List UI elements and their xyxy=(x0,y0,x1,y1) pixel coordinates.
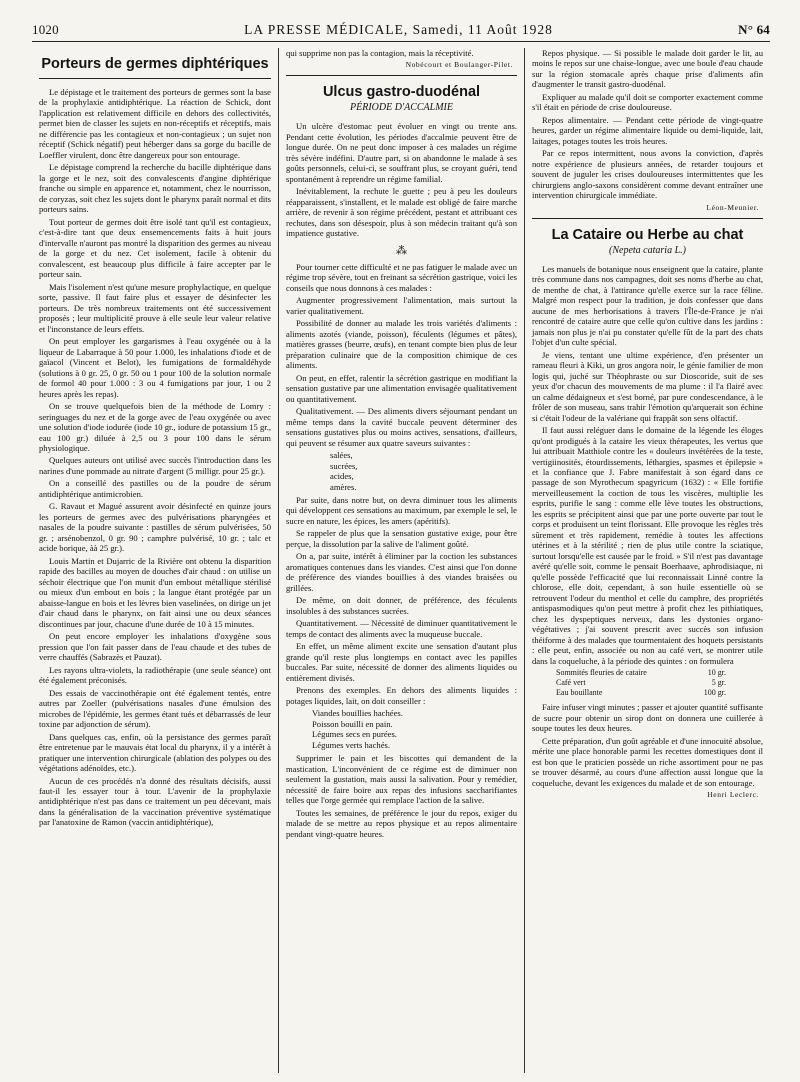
paragraph: Quelques auteurs ont utilisé avec succès l'introduction dans les narines d'une pommade au nitrate d'argent (5 milligr. pour 25 gr.). xyxy=(39,455,271,476)
paragraph: Inévitablement, la rechute le guette ; peu à peu les douleurs réapparaissent, s'installent, et le malade est obligé de faire marche arrière, de revenir à son régime précédent, pestant et attribuant ces rechutes, dans son désespoir, plus à son médecin traitant qu'à son impatience gustative. xyxy=(286,186,517,239)
list-item: Viandes bouillies hachées. xyxy=(312,708,403,719)
title-divider xyxy=(39,78,271,79)
list-item: amères. xyxy=(330,481,357,492)
recipe-qty: 5 gr. xyxy=(711,678,726,688)
author-signature: Nobécourt et Boulanger-Pilet. xyxy=(405,60,513,70)
paragraph: Se rappeler de plus que la sensation gustative exige, pour être perçue, la dissolution par la salive de l'aliment goûté. xyxy=(286,528,517,549)
article-divider xyxy=(532,218,763,219)
paragraph: Les manuels de botanique nous enseignent que la cataire, plante très commune dans nos campagnes, doit ses noms d'herbe au chat, de menthe de chat, à l'attirance qu'elle exerce sur la race féline. Malgré mon respect pour la tradition, je dois confesser que dans aucune de mes herborisations à travers l'Île-de-France je n'ai rencontré de cataire autre que celle qu'on cultive dans les jardins : jamais non plus je n'ai pu constater qu'elle fût de la part des chats l'objet d'un culte spécial. xyxy=(532,263,763,348)
paragraph: Possibilité de donner au malade les trois variétés d'aliments : aliments azotés (viande, poisson), féculents (légumes et pâtes), matières grasses (beurre, œufs), en tenant compte bien plus de leur préparation culinaire que de la composition chimique de ces aliments. xyxy=(286,318,517,371)
article-title-diphteria: Porteurs de germes diphtériques xyxy=(41,56,269,72)
food-list xyxy=(312,708,517,750)
column-3 xyxy=(524,48,770,1073)
paragraph: Repos alimentaire. — Pendant cette période de vingt-quatre heures, garder un régime alimentaire liquide ou demi-liquide, lait, laitages, potages toutes les trois heures. xyxy=(532,114,763,146)
paragraph: Expliquer au malade qu'il doit se comporter exactement comme s'il était en période de crise douloureuse. xyxy=(532,91,763,113)
paragraph: En effet, un même aliment excite une sensation d'autant plus grande qu'il reste plus longtemps en contact avec les papilles buccales. Par suite, nécessité de donner des aliments liquides ou entièrement divisés. xyxy=(286,641,517,683)
paragraph: Augmenter progressivement l'alimentation, mais surtout la varier qualitativement. xyxy=(286,295,517,316)
list-item: acides, xyxy=(330,471,354,482)
article-divider xyxy=(286,75,517,76)
recipe-row xyxy=(556,688,726,698)
author-signature: Henri Leclerc. xyxy=(707,790,759,800)
recipe-item: Café vert xyxy=(556,678,586,688)
paragraph: Prenons des exemples. En dehors des aliments liquides : potages liquides, lait, on doit conseiller : xyxy=(286,685,517,706)
article-subtitle: PÉRIODE D'ACCALMIE xyxy=(350,102,453,114)
article-title-ulcus: Ulcus gastro-duodénal xyxy=(322,84,481,101)
column-2 xyxy=(278,48,524,1073)
paragraph: Dans quelques cas, enfin, où la persistance des germes paraît être entretenue par le mauvais état local du pharynx, il y a intérêt à pratiquer une intervention chirurgicale (ablation des polypes ou des végétations adénoïdes, etc.). xyxy=(39,731,271,774)
paragraph: Faire infuser vingt minutes ; passer et ajouter quantité suffisante de sucre pour obtenir un sirop dont on donnera une cuillerée à soupe toutes les deux heures. xyxy=(532,702,763,734)
flavor-list xyxy=(330,450,517,492)
paragraph: On peut, en effet, ralentir la sécrétion gastrique en modifiant la sensation gustative par une alimentation envisagée qualitativement ou quantitativement. xyxy=(286,372,517,404)
recipe-table xyxy=(556,668,763,698)
paragraph: Des essais de vaccinothérapie ont été également tentés, entre autres par Zoeller (pulvérisations nasales d'une émulsion des microbes de l'épidémie, les germes étant tués et débarrassés de leur toxine par adjonction de sérum). xyxy=(39,687,271,730)
paragraph: Il faut aussi reléguer dans le domaine de la légende les éloges qu'ont prodigués à la cataire les vieux thérapeutes, les vertus que lui attribuait Matthiole contre les « douleurs invétérées de la teste, vertigiinosités, étourdissements, léthargies, spasmes et épilepsie » et la confiance que J. Fabre manifestait à son égard dans ce passage de son Myrothecum spagyricum (1632) : « Elle fortifie merveilleusement la coction de tous les viscères, multiplie les esprits, purifie le sang : comme elle lève toutes les obstructions, les esprits se précipitent ainsi que par une porte ouverte par tout le corps et produisent un teint florissant. Elle provoque les règles très sûrement et très rapidement, remédie à toutes les affections utérines et à la stérilité ; rien de plus utile contre la sciatique, surtout lorsqu'elle est causée par le froid. » S'il n'est pas davantage avéré qu'elle soit, comme le pensait Boerhaave, aphrodisiaque, ni qu'elle possède l'efficacité que lui reconnaissait Linné contre la chlorose, elle doit, cependant, à son huile essentielle où se retrouvent l'odeur du menthol et celle du camphre, des propriétés antispasmodiques qu'on peut mettre à profit chez les pithiatiques, chez les dyspeptiques nerveux, dans les dystonies organo-végétatives ; j'ai souvent prescrit avec succès son infusion théiforme à des malades que tourmentaient des hoquets persistants : elle peut, enfin, associée ou non au café vert, se montrer utile dans la coqueluche, à la période des quintes : on formulera xyxy=(532,425,763,666)
list-item: Légumes verts hachés. xyxy=(312,739,391,750)
paragraph: Cette préparation, d'un goût agréable et d'une innocuité absolue, mérite une place honorable parmi les recettes domestiques dont il est bon que le praticien possède un riche assortiment pour ne pas se trouver désarmé, au cours d'une affection aussi longue que la coqueluche, devant les exigences du malade et de son entourage. xyxy=(532,735,763,788)
page-number: 1020 xyxy=(32,22,59,37)
paragraph: Le dépistage et le traitement des porteurs de germes sont la base de la prophylaxie antidiphtérique. La réaction de Schick, dont l'application est relativement difficile en dehors des collectivités, permet bien de classer les sujets en non-réceptifs et réceptifs, mais ne différencie pas les contagieux et non-contagieux ; un sujet non réceptif (Schick négatif) peut héberger dans sa gorge du bacille de Loeffler virulent, donc être dangereux pour son entourage. xyxy=(39,87,271,160)
article-title-cataire: La Cataire ou Herbe au chat xyxy=(551,226,744,243)
paragraph: Qualitativement. — Des aliments divers séjournant pendant un même temps dans la cavité buccale peuvent déterminer des sensations gustatives plus ou moins actives, sensations, d'ailleurs, qui peuvent se résumer aux quatre saveurs suivantes : xyxy=(286,406,517,448)
paragraph: On a, par suite, intérêt à éliminer par la coction les substances aromatiques contenues dans les viandes. C'est ainsi que l'on donne de préférence des viandes bouillies à des viandes braisées ou grillées. xyxy=(286,551,517,593)
paragraph: On peut encore employer les inhalations d'oxygène sous pression que l'on fait passer dans de l'eau chaude et des tubes de verre chauffés (Sabrazès et Pauzat). xyxy=(39,631,271,663)
list-item: Poisson bouilli en pain. xyxy=(312,718,393,729)
paragraph: Je viens, tentant une ultime expérience, d'en présenter un rameau fleuri à Kiki, un gros angora noir, le génie familier de mon logis qui, juché sur Théophraste ou sur Dioscoride, suit de ses yeux d'or chacun des mouvements de ma plume : il l'a flairé avec un calme dédaigneux et s'est borné, par pure condescendance, à le frôler de son museau, sans trahir l'émotion qu'arquerait son échine si c'était l'odeur de la valériane qui frappât son sens olfactif. xyxy=(532,349,763,423)
recipe-item: Eau bouillante xyxy=(556,688,603,698)
asterism: ⁂ xyxy=(396,244,407,257)
paragraph: On a conseillé des pastilles ou de la poudre de sérum antidiphtérique antimicrobien. xyxy=(39,478,271,499)
column-1 xyxy=(32,48,278,1073)
paragraph: On se trouve quelquefois bien de la méthode de Lomry : seringuages du nez et de la gorge avec de l'eau oxygénée ou avec une solution d'iode iodurée (iode 10 gr., iodure de potassium 15 gr., eau 100 gr.) diluée à 2,5 ou 3 pour 100 dans le sérum physiologique. xyxy=(39,401,271,453)
paragraph: De même, on doit donner, de préférence, des féculents insolubles à des substances sucrées. xyxy=(286,595,517,616)
paragraph: Aucun de ces procédés n'a donné des résultats décisifs, aussi faut-il les essayer tour à tour. L'avenir de la prophylaxie antidiphtérique n'est pas dans ce traitement un peu décevant, mais dans la généralisation de la vaccination préventive systématique par l'anatoxine de Ramon (vaccin antidiphtérique), xyxy=(39,775,271,828)
paragraph-continued: qui supprime non pas la contagion, mais la réceptivité. xyxy=(286,48,474,58)
author-signature: Léon-Meunier. xyxy=(706,202,759,212)
issue-number: N° 64 xyxy=(738,22,770,37)
list-item: salées, xyxy=(330,450,353,461)
paragraph: Mais l'isolement n'est qu'une mesure prophylactique, en quelque sorte, passive. Il faut faire plus et essayer de désinfecter les porteurs. De très nombreux traitements ont été successivement proposés ; leur multiplicité prouve à elle seule leur valeur relative et l'inconstance de leurs effets. xyxy=(39,281,271,334)
paragraph: Les rayons ultra-violets, la radiothérapie (une seule séance) ont été également préconisés. xyxy=(39,664,271,686)
recipe-item: Sommités fleuries de cataire xyxy=(556,668,647,678)
article-subtitle: (Nepeta cataria L.) xyxy=(609,244,686,256)
recipe-qty: 10 gr. xyxy=(707,668,726,678)
paragraph: Par suite, dans notre but, on devra diminuer tous les aliments qui développent ces sensations au maximum, par exemple le sel, le sucre en nature, les épices, les amers (apéritifs). xyxy=(286,494,517,526)
recipe-row xyxy=(556,678,726,688)
paragraph: Louis Martin et Dujarric de la Rivière ont obtenu la disparition rapide des bacilles au moyen de douches d'air chaud : on utilise un séchoir électrique que l'on munit d'un embout métallique stérilisé ou mieux d'un embout en bois ; la langue étant protégée par un abaisse-langue en bois et les lèvres bien vaselinées, on dirige un jet d'air chaud dans le pharynx, on fait ainsi une ou deux séances discontinues par jour, chacune d'une durée de 10 à 15 minutes. xyxy=(39,555,271,629)
paragraph: Le dépistage comprend la recherche du bacille diphtérique dans la gorge et le nez, soit des convalescents d'angine diphtérique franche ou simple en apparence et, notamment, chez le nourrisson, de coryzas, soit chez les sujets dont le pharynx paraît normal et dits porteurs sains. xyxy=(39,162,271,215)
paragraph: Par ce repos intermittent, nous avons la conviction, d'après notre expérience de plusieurs années, de retarder toujours et souvent de juguler les crises douloureuses intermittentes que les chirurgiens anglo-saxons considèrent comme devant entraîner une intervention chirurgicale immédiate. xyxy=(532,148,763,201)
list-item: sucrées, xyxy=(330,460,358,471)
paragraph: Supprimer le pain et les biscottes qui demandent de la mastication. L'inconvénient de ce régime est de diminuer non seulement la gustation, mais aussi la salivation. Pour y remédier, nécessité de faire boire aux repas des infusions saccharifiantes telles que l'orge germée qui remplace l'action de la salive. xyxy=(286,753,517,806)
page-header xyxy=(32,22,770,42)
journal-title: LA PRESSE MÉDICALE, Samedi, 11 Août 1928 xyxy=(244,22,553,37)
list-item: Légumes secs en purées. xyxy=(312,729,397,740)
paragraph: Un ulcère d'estomac peut évoluer en vingt ou trente ans. Pendant cette évolution, les périodes d'accalmie peuvent être de longue durée. On ne peut donc imposer à ces malades un régime très sévère indéfini. D'autre part, si on abandonne le malade à ses goûts personnels, celui-ci, se souffrant plus, se croyant guéri, tend spontanément à reprendre un régime familial. xyxy=(286,121,517,184)
paragraph: On peut employer les gargarismes à l'eau oxygénée ou à la liqueur de Labarraque à 50 pour 1.000, les inhalations d'iode et de gaïacol (Vincent et Belot), les fumigations de formaldéhyde (solutions à 0 gr. 25, 0 gr. 50 ou 1 pour 100 de la solution normale de formol 40 pour 1.000 : 3 ou 4 fumigations par jour, 1 ou 2 heures après les repas). xyxy=(39,336,271,399)
paragraph: G. Ravaut et Magué assurent avoir désinfecté en quinze jours les porteurs de germes avec des pulvérisations pharyngées et nasales de la poudre suivante : pastilles de sérum pulvérisées, 50 gr. ; arsénobenzol, 0 gr. 90 ; camphre pulvérisé, 10 gr. ; talc et acide borique, àà 25 gr.). xyxy=(39,501,271,554)
paragraph: Repos physique. — Si possible le malade doit garder le lit, au moins le repos sur une chaise-longue, avec une boule d'eau chaude sur la région stomacale après chaque prise d'aliments afin d'augmenter le transit gastro-duodénal. xyxy=(532,48,763,90)
paragraph: Pour tourner cette difficulté et ne pas fatiguer le malade avec un régime trop sévère, tout en freinant sa sécrétion gastrique, voici les conseils que nous donnons à ces malades : xyxy=(286,261,517,293)
paragraph: Toutes les semaines, de préférence le jour du repos, exiger du malade de se mettre au repos physique et au repos alimentaire pendant vingt-quatre heures. xyxy=(286,807,517,839)
recipe-qty: 100 gr. xyxy=(703,688,726,698)
paragraph: Quantitativement. — Nécessité de diminuer quantitativement le temps de contact des aliments avec la muqueuse buccale. xyxy=(286,618,517,639)
paragraph: Tout porteur de germes doit être isolé tant qu'il est contagieux, c'est-à-dire tant que deux ensemencements faits à huit jours d'intervalle n'auront pas montré la disparition des germes au niveau de la gorge et du nez. Cet isolement, facile à obtenir du convalescent, est beaucoup plus difficile à faire accepter par le porteur sain. xyxy=(39,216,271,280)
recipe-row xyxy=(556,668,726,678)
